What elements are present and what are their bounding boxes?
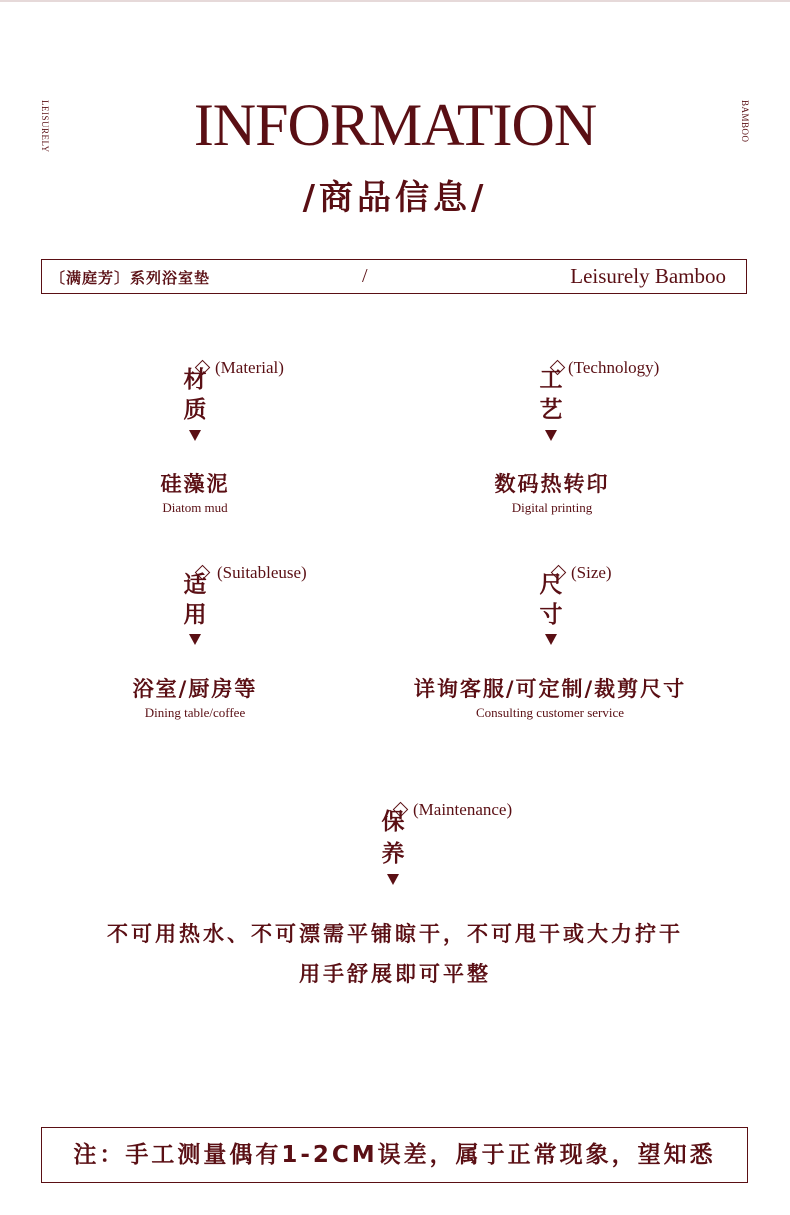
material-tag: (Material) bbox=[215, 358, 284, 377]
footer-notice: 注：手工测量偶有1-2CM误差，属于正常现象，望知悉 bbox=[41, 1127, 748, 1183]
material-value: 硅藻泥 bbox=[160, 472, 230, 496]
size-value: 详询客服/可定制/裁剪尺寸 bbox=[413, 677, 687, 701]
arrow-down-icon bbox=[189, 430, 201, 441]
maintenance-label-2: 养 bbox=[381, 841, 405, 867]
suitable-value-en: Dining table/coffee bbox=[144, 705, 246, 720]
technology-tag: (Technology) bbox=[568, 358, 660, 377]
size-label-1: 尺 bbox=[539, 572, 563, 598]
arrow-down-icon bbox=[189, 634, 201, 645]
size-label-2: 寸 bbox=[539, 602, 563, 628]
technology-label-1: 工 bbox=[539, 367, 563, 393]
top-divider bbox=[0, 0, 790, 2]
page-title: INFORMATION bbox=[193, 92, 597, 158]
maintenance-note-1: 不可用热水、不可漂需平铺晾干，不可甩干或大力拧干 bbox=[107, 922, 683, 946]
arrow-down-icon bbox=[387, 874, 399, 885]
brand-name: Leisurely Bamboo bbox=[570, 264, 726, 288]
material-label-2: 质 bbox=[183, 397, 207, 423]
size-value-en: Consulting customer service bbox=[475, 705, 625, 720]
series-bar bbox=[41, 259, 747, 294]
technology-value-en: Digital printing bbox=[511, 500, 593, 515]
maintenance-label-1: 保 bbox=[381, 809, 405, 835]
suitable-value: 浴室/厨房等 bbox=[132, 677, 258, 701]
side-text-right: BAMBOO bbox=[740, 100, 750, 143]
suitable-tag: (Suitableuse) bbox=[217, 563, 307, 582]
series-name: 〔满庭芳〕系列浴室垫 bbox=[50, 269, 211, 287]
technology-value: 数码热转印 bbox=[494, 472, 610, 496]
suitable-label-2: 用 bbox=[183, 602, 207, 628]
material-value-en: Diatom mud bbox=[162, 500, 228, 515]
technology-label-2: 艺 bbox=[539, 397, 563, 423]
arrow-down-icon bbox=[545, 430, 557, 441]
maintenance-tag: (Maintenance) bbox=[413, 800, 513, 819]
size-tag: (Size) bbox=[571, 563, 612, 582]
maintenance-note-2: 用手舒展即可平整 bbox=[299, 962, 491, 986]
suitable-label-1: 适 bbox=[183, 572, 207, 598]
series-separator: / bbox=[362, 265, 368, 287]
material-label-1: 材 bbox=[183, 367, 207, 393]
side-text-left: LEISURELY bbox=[40, 100, 50, 153]
page-subtitle: /商品信息/ bbox=[302, 178, 488, 218]
arrow-down-icon bbox=[545, 634, 557, 645]
